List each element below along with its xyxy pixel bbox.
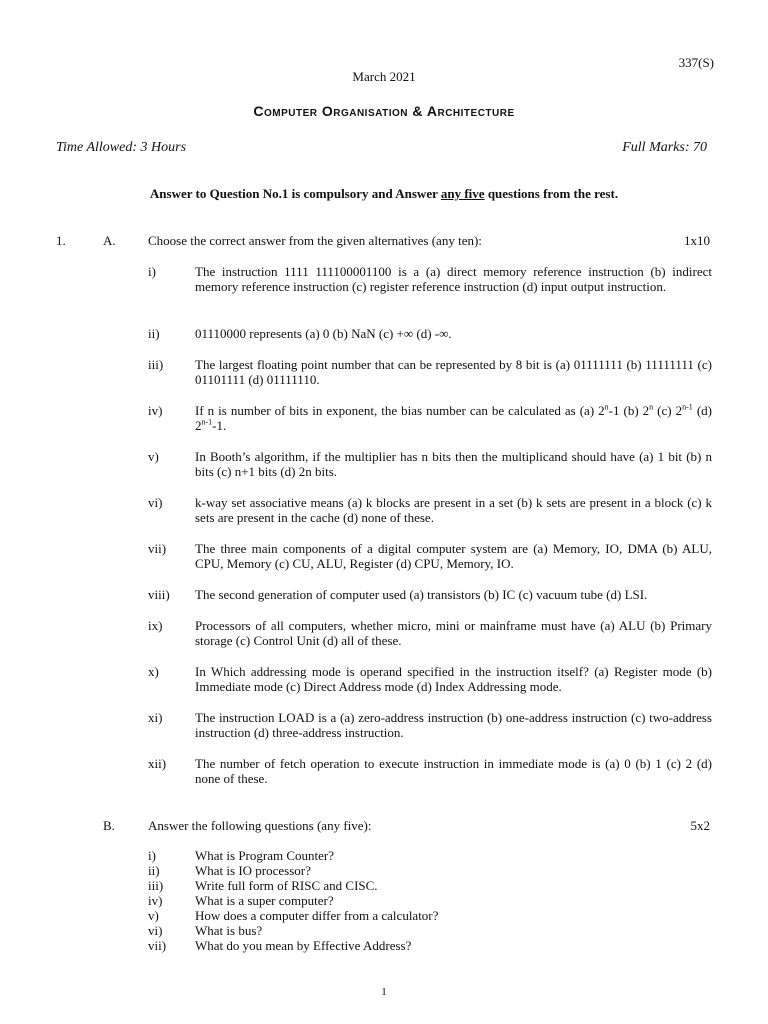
question-item: In Which addressing mode is operand specified in the instruction itself? (a) Register mode (b) Immediate mode (c) Direct Address mode (d) Index Addressing mode. (195, 664, 712, 694)
question-item: The largest floating point number that can be represented by 8 bit is (a) 01111111 (b) 11111111 (c) 01101111 (d) 01111110. (195, 357, 712, 387)
question-item: The number of fetch operation to execute instruction in immediate mode is (a) 0 (b) 1 (c) 2 (d) none of these. (195, 756, 712, 786)
item-number: v) (148, 449, 159, 464)
paper-code: 337(S) (678, 55, 714, 70)
question-item: The instruction LOAD is a (a) zero-address instruction (b) one-address instruction (c) two-address instruction (d) three-address instruction. (195, 710, 712, 740)
instructions-underlined: any five (440, 186, 485, 201)
question-item: The instruction 1111 111100001100 is a (a) direct memory reference instruction (b) indirect memory reference instruction (c) register reference instruction (d) input output instruction. (195, 264, 712, 294)
superscript: n-1 (201, 417, 213, 427)
full-marks: Full Marks: 70 (622, 140, 707, 155)
item-number: x) (148, 664, 159, 679)
question-item: What is bus? (195, 923, 263, 938)
item-number: vi) (148, 495, 163, 510)
item-number: xi) (148, 710, 163, 725)
item-text: If n is number of bits in exponent, the bias number can be calculated as (a) 2 (195, 403, 605, 418)
item-text: -1. (212, 418, 227, 433)
part-a-marks: 1x10 (684, 233, 710, 248)
page-number: 1 (381, 986, 387, 998)
question-item: Write full form of RISC and CISC. (195, 878, 378, 893)
question-item: What do you mean by Effective Address? (195, 938, 412, 953)
superscript: n-1 (682, 402, 693, 412)
item-text: (c) 2 (653, 403, 683, 418)
item-number: iv) (148, 893, 163, 908)
question-item: What is a super computer? (195, 893, 334, 908)
question-item: How does a computer differ from a calculator? (195, 908, 439, 923)
part-b-stem: Answer the following questions (any five): (148, 818, 372, 833)
exam-date: March 2021 (352, 69, 416, 84)
item-number: ii) (148, 326, 160, 341)
item-number: ii) (148, 863, 160, 878)
instructions-text-2: questions from the rest. (484, 186, 619, 201)
question-item (195, 403, 712, 433)
question-item: What is IO processor? (195, 863, 311, 878)
item-number: iii) (148, 357, 164, 372)
part-a-label: A. (103, 233, 116, 248)
part-a-stem: Choose the correct answer from the given alternatives (any ten): (148, 233, 482, 248)
question-item: k-way set associative means (a) k blocks are present in a set (b) k sets are present in a block (c) k sets are present in the cache (d) none of these. (195, 495, 712, 525)
superscript: n (649, 402, 654, 412)
instructions-text-1: Answer to Question No.1 is compulsory and Answer (149, 186, 441, 201)
question-item: The three main components of a digital computer system are (a) Memory, IO, DMA (b) ALU, CPU, Memory (c) CU, ALU, Register (d) CPU, Memory, IO. (195, 541, 712, 571)
item-number: i) (148, 264, 156, 279)
question-item: In Booth’s algorithm, if the multiplier has n bits then the multiplicand should have (a) 1 bit (b) n bits (c) n+1 bits (d) 2n bits. (195, 449, 712, 479)
time-allowed: Time Allowed: 3 Hours (56, 140, 187, 155)
question-number: 1. (56, 233, 66, 248)
instructions (0, 186, 768, 201)
question-item: Processors of all computers, whether micro, mini or mainframe must have (a) ALU (b) Primary storage (c) Control Unit (d) all of these. (195, 618, 712, 648)
item-number: i) (148, 848, 156, 863)
question-item: The second generation of computer used (a) transistors (b) IC (c) vacuum tube (d) LSI. (195, 587, 648, 602)
item-number: vi) (148, 923, 163, 938)
superscript: n (604, 402, 609, 412)
item-text: (d) 2 (195, 403, 712, 433)
question-item: 01110000 represents (a) 0 (b) NaN (c) +∞ (d) -∞. (195, 326, 452, 341)
item-number: xii) (148, 756, 167, 771)
question-item: What is Program Counter? (195, 848, 334, 863)
part-b-label: B. (103, 818, 115, 833)
item-number: iv) (148, 403, 163, 418)
item-number: ix) (148, 618, 163, 633)
item-text: -1 (b) 2 (608, 403, 650, 418)
part-b-marks: 5x2 (690, 818, 710, 833)
paper-title: Computer Organisation & Architecture (253, 103, 515, 119)
item-number: iii) (148, 878, 164, 893)
item-number: vii) (148, 541, 167, 556)
item-number: v) (148, 908, 159, 923)
item-number: viii) (148, 587, 170, 602)
item-number: vii) (148, 938, 167, 953)
